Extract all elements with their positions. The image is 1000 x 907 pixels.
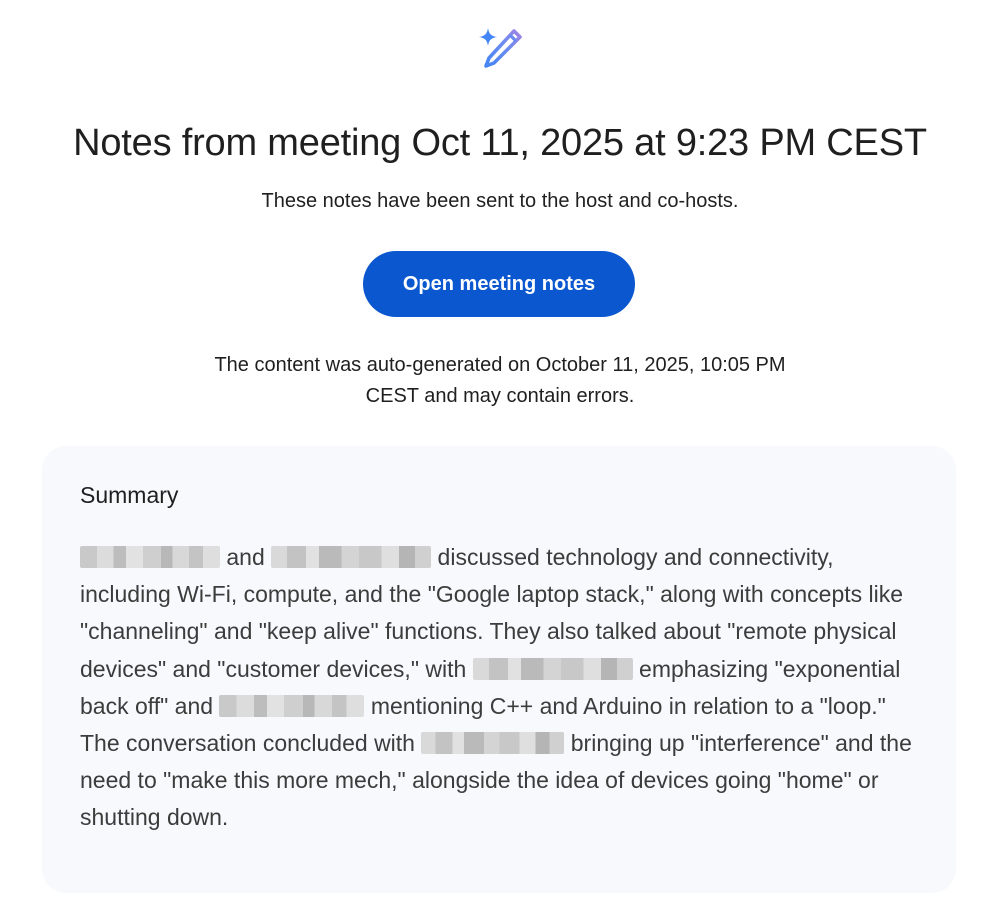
summary-segment: and — [220, 544, 272, 570]
disclaimer-line-1: The content was auto-generated on October 11, 2025, 10:05 PM — [214, 354, 786, 376]
redacted-name — [80, 546, 220, 568]
page-title: Notes from meeting Oct 11, 2025 at 9:23 PM CEST — [73, 122, 927, 164]
redacted-name — [473, 658, 633, 680]
summary-segment: bringing up "interference" and the need to "make this more mech," alongside the idea of devices going "home" or shutting down. — [80, 730, 912, 831]
page-subtitle: These notes have been sent to the host and co-hosts. — [261, 190, 739, 212]
disclaimer-line-2: CEST and may contain errors. — [365, 385, 635, 407]
redacted-name — [271, 546, 431, 568]
summary-card — [42, 446, 956, 893]
summary-heading: Summary — [80, 482, 179, 508]
summary-segment: discussed technology and connectivity, including Wi-Fi, compute, and the "Google laptop stack," along with concepts like "channeling" and "keep alive" functions. They also talked about "remote physical devices" and "customer devices," with — [80, 544, 904, 682]
redacted-name — [421, 732, 564, 754]
auto-generated-disclaimer — [180, 350, 820, 412]
sparkle-pen-icon — [474, 26, 526, 74]
redacted-name — [219, 695, 364, 717]
summary-segment: emphasizing "exponential back off" and — [80, 655, 901, 719]
open-meeting-notes-button[interactable]: Open meeting notes — [363, 251, 635, 317]
summary-text — [80, 539, 930, 837]
summary-segment: mentioning C++ and Arduino in relation to a "loop." The conversation concluded with — [80, 692, 886, 757]
